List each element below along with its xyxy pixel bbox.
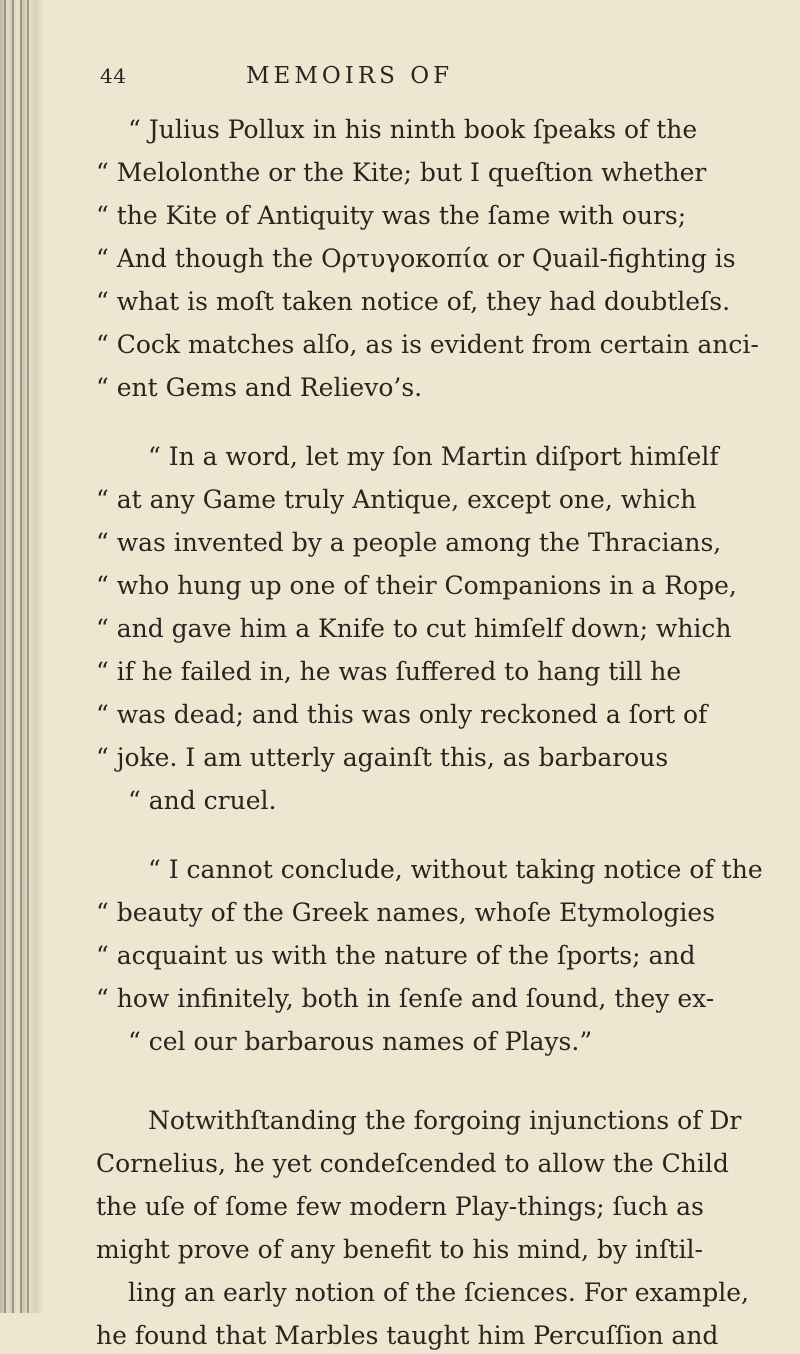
binding-rule-1 (4, 0, 6, 1313)
text-line: “ In a word, let my ſon Martin diſport himſelf (148, 442, 719, 471)
text-line: Cornelius, he yet condeſcended to allow the Child (96, 1149, 729, 1178)
running-head (96, 62, 781, 102)
text-line: “ cel our barbarous names of Plays.” (128, 1027, 593, 1056)
binding-rule-4 (27, 0, 29, 1313)
text-line: “ ent Gems and Relievo’s. (96, 373, 423, 402)
text-line: “ acquaint us with the nature of the ſports; and (96, 941, 696, 970)
page-number: 44 (100, 64, 127, 88)
text-line: “ Julius Pollux in his ninth book ſpeaks of the (128, 115, 698, 144)
text-line: “ was dead; and this was only reckoned a ſort of (96, 700, 708, 729)
text-line: “ Cock matches alſo, as is evident from certain anci- (96, 330, 759, 359)
binding-rule-3 (20, 0, 22, 1313)
text-line: “ I cannot conclude, without taking notice of the (148, 855, 763, 884)
text-line: “ who hung up one of their Companions in a Rope, (96, 571, 737, 600)
text-line: “ beauty of the Greek names, whoſe Etymologies (96, 898, 716, 927)
page-binding-edge (0, 0, 44, 1313)
text-line: “ what is moſt taken notice of, they had doubtleſs. (96, 287, 731, 316)
running-title: MEMOIRS OF (246, 63, 454, 89)
text-line: “ the Kite of Antiquity was the ſame with ours; (96, 201, 687, 230)
text-line: might prove of any benefit to his mind, by inſtil- (96, 1235, 703, 1264)
text-line: “ And though the Ορτυγοκοπία or Quail-fighting is (96, 244, 736, 273)
text-line: “ how infinitely, both in ſenſe and ſound, they ex- (96, 984, 715, 1013)
text-line: “ if he failed in, he was ſuffered to hang till he (96, 657, 682, 686)
binding-rule-2 (12, 0, 14, 1313)
text-line: “ and gave him a Knife to cut himſelf down; which (96, 614, 732, 643)
text-line: “ joke. I am utterly againſt this, as barbarous (96, 743, 669, 772)
text-line: he found that Marbles taught him Percuſſion and (96, 1321, 719, 1350)
text-line: ling an early notion of the ſciences. For example, (128, 1278, 749, 1307)
text-line: Notwithſtanding the forgoing injunctions of Dr (148, 1106, 742, 1135)
text-line: “ and cruel. (128, 786, 277, 815)
text-line: “ Melolonthe or the Kite; but I queſtion whether (96, 158, 707, 187)
text-line: “ at any Game truly Antique, except one, which (96, 485, 697, 514)
text-line: “ was invented by a people among the Thracians, (96, 528, 722, 557)
text-line: the uſe of ſome few modern Play-things; ſuch as (96, 1192, 704, 1221)
